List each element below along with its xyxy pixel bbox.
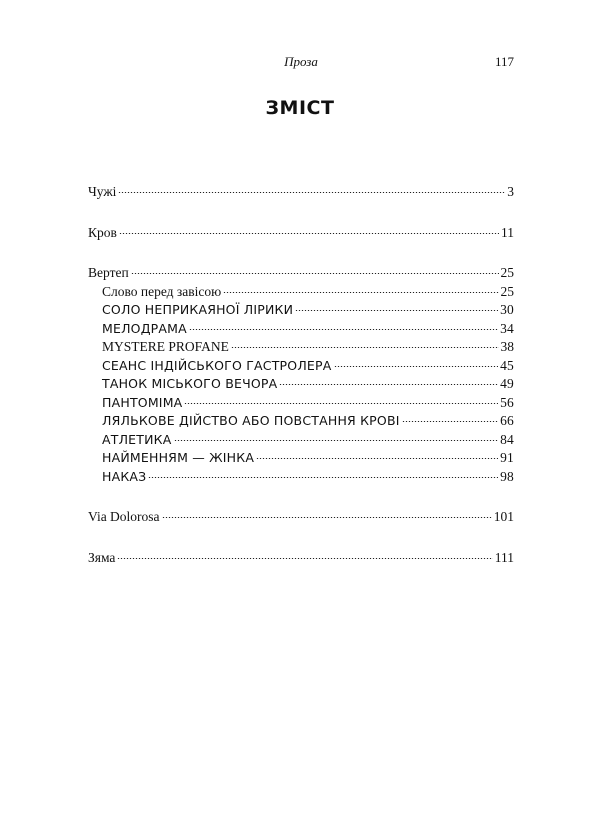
- dot-leader: [295, 310, 498, 311]
- toc-subentry[interactable]: [88, 301, 514, 320]
- dot-leader: [148, 477, 498, 478]
- toc-subentry-page: 91: [500, 450, 514, 465]
- toc-subentry[interactable]: [88, 283, 514, 302]
- toc-subentry[interactable]: [88, 394, 514, 413]
- toc-subentry-title: АТЛЕТИКА: [102, 431, 172, 447]
- toc-entry-title: Via Dolorosa: [88, 509, 160, 524]
- toc-subentry-title: МЕЛОДРАМА: [102, 320, 187, 336]
- toc-subentry[interactable]: [88, 412, 514, 431]
- toc-heading: ЗМІСТ: [265, 97, 335, 119]
- toc-entry-page: 101: [493, 509, 514, 524]
- dot-leader: [162, 517, 492, 518]
- dot-leader: [402, 421, 498, 422]
- dot-leader: [231, 347, 499, 348]
- toc-entry-chuzhi[interactable]: [88, 183, 514, 202]
- toc-subentry-page: 38: [500, 339, 514, 354]
- running-head: [88, 54, 514, 72]
- toc-entry-title: Зяма: [88, 549, 116, 565]
- toc-entry-vertep[interactable]: [88, 264, 514, 283]
- toc-subentry[interactable]: [88, 375, 514, 394]
- toc-subentry[interactable]: [88, 468, 514, 487]
- toc-subentry-title: СОЛО НЕПРИКАЯНОЇ ЛІРИКИ: [102, 302, 294, 317]
- toc-entry-page: 11: [501, 224, 514, 240]
- toc-subentry-title: НАКАЗ: [102, 468, 147, 484]
- toc-subentry-title: Слово перед завісою: [102, 283, 222, 299]
- toc-subentry-page: 34: [500, 320, 514, 336]
- toc-subentry[interactable]: [88, 431, 514, 450]
- toc-subentry[interactable]: [88, 338, 514, 357]
- toc-entry-title: Кров: [88, 224, 117, 240]
- toc-subentry-title: MYSTERE PROFANE: [102, 339, 229, 354]
- toc-subentry-title: ЛЯЛЬКОВЕ ДІЙСТВО АБО ПОВСТАННЯ КРОВІ: [102, 413, 400, 428]
- toc-subentry-title: СЕАНС ІНДІЙСЬКОГО ГАСТРОЛЕРА: [102, 357, 332, 373]
- toc-subentry-page: 49: [500, 376, 514, 391]
- toc-entry-krov[interactable]: [88, 224, 514, 243]
- toc-subentry-title: ТАНОК МІСЬКОГО ВЕЧОРА: [102, 376, 278, 391]
- toc-entry-title: Вертеп: [88, 265, 129, 280]
- dot-leader: [119, 233, 499, 234]
- toc-entry-title: Чужі: [88, 184, 117, 199]
- dot-leader: [223, 292, 498, 293]
- dot-leader: [131, 273, 499, 274]
- toc-subentry-page: 98: [500, 468, 514, 484]
- dot-leader: [189, 329, 498, 330]
- dot-leader: [334, 366, 499, 367]
- toc-subentry-page: 84: [500, 431, 514, 447]
- toc-subentry[interactable]: [88, 449, 514, 468]
- dot-leader: [174, 440, 499, 441]
- toc-entry-page: 3: [507, 184, 514, 199]
- toc-entry-ziama[interactable]: [88, 549, 514, 568]
- toc-subentry-title: ПАНТОМІМА: [102, 394, 183, 410]
- toc-subentry-page: 45: [500, 357, 514, 373]
- toc-subentry-page: 30: [500, 302, 514, 317]
- dot-leader: [118, 192, 505, 193]
- running-title: Проза: [284, 54, 318, 69]
- dot-leader: [184, 403, 498, 404]
- dot-leader: [256, 458, 498, 459]
- toc-entry-via-dolorosa[interactable]: [88, 508, 514, 527]
- toc-subentry-title: НАЙМЕННЯМ — ЖІНКА: [102, 450, 255, 465]
- dot-leader: [117, 558, 492, 559]
- toc-subentry[interactable]: [88, 357, 514, 376]
- toc-entry-page: 25: [500, 265, 514, 280]
- table-of-contents: [88, 183, 514, 567]
- page-number: 117: [494, 54, 514, 69]
- toc-subentry-page: 66: [500, 413, 514, 428]
- toc-subentry-page: 25: [500, 283, 514, 299]
- toc-subentry[interactable]: [88, 320, 514, 339]
- dot-leader: [279, 384, 498, 385]
- toc-subentry-page: 56: [500, 394, 514, 410]
- toc-entry-page: 111: [494, 549, 514, 565]
